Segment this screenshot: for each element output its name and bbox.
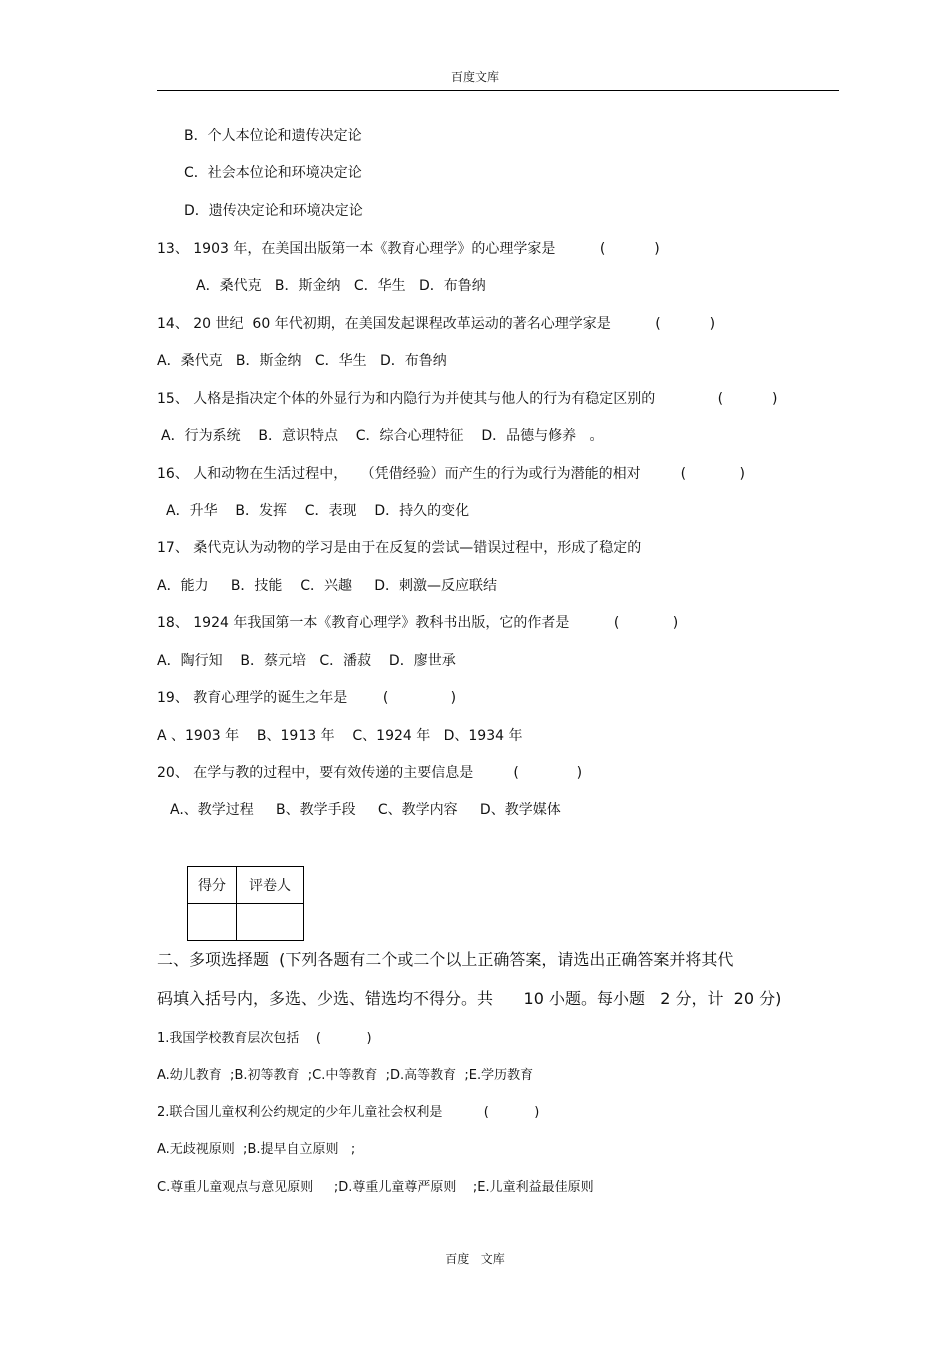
score-header: 得分 — [188, 867, 237, 904]
multi-options-2b: C.尊重儿童观点与意见原则 ;D.尊重儿童尊严原则 ;E.儿童利益最佳原则 — [157, 1180, 594, 1195]
page-footer: 百度 文库 — [445, 1252, 505, 1266]
question-13: 13、 1903 年，在美国出版第一本《教育心理学》的心理学家是 ( ) — [157, 241, 660, 257]
options-16: A．升华 B．发挥 C．表现 D．持久的变化 — [166, 503, 470, 519]
options-15: A．行为系统 B．意识特点 C．综合心理特征 D．品德与修养 。 — [161, 428, 604, 444]
score-table — [187, 866, 304, 941]
grader-cell — [237, 904, 304, 941]
question-19: 19、 教育心理学的诞生之年是 ( ) — [157, 690, 457, 706]
question-20: 20、 在学与教的过程中，要有效传递的主要信息是 ( ) — [157, 765, 583, 781]
options-13: A．桑代克 B．斯金纳 C．华生 D．布鲁纳 — [196, 278, 486, 294]
multi-question-1: 1.我国学校教育层次包括 ( ) — [157, 1031, 372, 1046]
header-rule — [157, 90, 839, 91]
option-line: D．遗传决定论和环境决定论 — [184, 203, 363, 219]
question-16: 16、 人和动物在生活过程中， （凭借经验）而产生的行为或行为潜能的相对 ( ) — [157, 466, 745, 482]
options-19: A 、1903 年 B、1913 年 C、1924 年 D、1934 年 — [157, 728, 523, 744]
question-14: 14、 20 世纪 60 年代初期，在美国发起课程改革运动的著名心理学家是 ( ) — [157, 316, 716, 332]
multi-options-1: A.幼儿教育 ;B.初等教育 ;C.中等教育 ;D.高等教育 ;E.学历教育 — [157, 1068, 534, 1083]
multi-question-2: 2.联合国儿童权利公约规定的少年儿童社会权利是 ( ) — [157, 1105, 540, 1120]
options-17: A．能力 B．技能 C．兴趣 D．刺激—反应联结 — [157, 578, 498, 594]
question-17: 17、 桑代克认为动物的学习是由于在反复的尝试—错误过程中，形成了稳定的 — [157, 540, 642, 556]
question-15: 15、 人格是指决定个体的外显行为和内隐行为并使其与他人的行为有稳定区别的 ( ) — [157, 391, 778, 407]
option-line: C．社会本位论和环境决定论 — [184, 165, 362, 181]
grader-header: 评卷人 — [237, 867, 304, 904]
section-2-title: 二、多项选择题 (下列各题有二个或二个以上正确答案，请选出正确答案并将其代 — [157, 950, 734, 969]
options-14: A．桑代克 B．斯金纳 C．华生 D．布鲁纳 — [157, 353, 447, 369]
question-18: 18、 1924 年我国第一本《教育心理学》教科书出版，它的作者是 ( ) — [157, 615, 679, 631]
section-2-instructions: 码填入括号内，多选、少选、错选均不得分。共 10 小题。每小题 2 分，计 20 分) — [157, 989, 782, 1008]
score-cell — [188, 904, 237, 941]
option-line: B．个人本位论和遗传决定论 — [184, 128, 362, 144]
page-header: 百度文库 — [450, 70, 499, 84]
options-20: A.、教学过程 B、教学手段 C、教学内容 D、教学媒体 — [170, 802, 561, 818]
multi-options-2a: A.无歧视原则 ;B.提早自立原则 ; — [157, 1142, 356, 1157]
options-18: A．陶行知 B．蔡元培 C．潘菽 D．廖世承 — [157, 653, 456, 669]
